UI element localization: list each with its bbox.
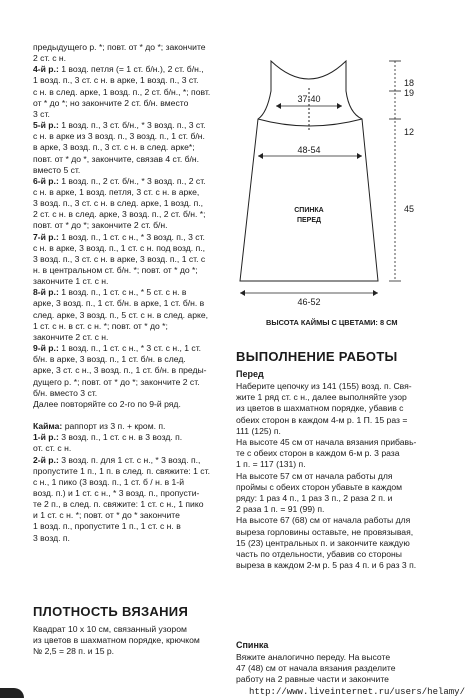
text-line: из цветов в шахматном порядке, крючком	[33, 635, 200, 646]
text-line	[33, 332, 108, 342]
text-segment: 2 ст. с н.	[33, 53, 67, 64]
text-line: На высоте 57 см от начала работы для	[236, 470, 393, 481]
row-label: 8-й р.:	[33, 287, 59, 298]
text-segment: след. арке, 3 возд. п., 5 ст. с н. в след. арке,	[33, 309, 208, 320]
text-line	[33, 377, 200, 387]
label-front: ПЕРЕД	[296, 217, 322, 224]
text-segment: арке, 3 ст. с н., 3 возд. п., 1 ст. б/н. в преды-	[33, 365, 207, 376]
text-line	[33, 131, 205, 141]
text-line	[33, 64, 204, 74]
dim-waist: 48-54	[297, 145, 321, 155]
text-line	[33, 87, 210, 97]
dim-top-width: 37-40	[297, 94, 321, 104]
text-line	[33, 75, 199, 85]
text-line	[33, 287, 186, 297]
text-line: проймы с обеих сторон убавьте в каждом	[236, 481, 403, 492]
text-segment: закончите 2 ст. с н.	[33, 331, 109, 342]
text-line	[33, 455, 200, 465]
row-label: Кайма:	[33, 421, 63, 432]
text-segment: 3 возд. п., 1 ст. с н. в 3 возд. п.	[58, 432, 183, 443]
text-line	[33, 120, 206, 130]
text-segment: 1 возд. п., 1 ст. с н., * 3 ст. с н., 1 ст.	[58, 343, 202, 354]
text-line: те с обеих сторон в каждом 6-м р. 3 раза	[236, 448, 400, 459]
dim-body: 45	[404, 204, 415, 214]
text-segment: 1 возд. п., 3 ст. с н. в арке, 1 возд. п., 3 ст.	[33, 75, 199, 86]
text-segment: 1 возд. п., 2 ст. б/н., * 3 возд. п., 2 ст.	[58, 175, 206, 186]
text-segment: 3 возд. п. для 1 ст. с н., * 3 возд. п.,	[58, 454, 201, 465]
footer-bar	[0, 684, 473, 698]
text-segment: с н., 1 пико (3 возд. п., 1 ст. б / н. в 1-й	[33, 476, 184, 487]
text-segment: предыдущего р. *; повт. от * до *; закончите	[33, 42, 206, 52]
text-segment: 1 возд. петля (= 1 ст. б/н.), 2 ст. б/н.,	[58, 64, 204, 75]
text-segment: 1 возд. п., 3 ст. б/н., * 3 возд. п., 3 ст.	[58, 120, 206, 131]
text-line: Наберите цепочку из 141 (155) возд. п. Свя-	[236, 381, 412, 391]
text-segment: закончите 1 ст. с н.	[33, 276, 109, 287]
text-line	[33, 432, 182, 442]
heading-work: ВЫПОЛНЕНИЕ РАБОТЫ	[236, 349, 398, 364]
text-line	[33, 209, 206, 219]
text-line	[33, 298, 204, 308]
text-line	[33, 310, 208, 320]
text-segment: с н. в арке, 1 возд. петля, 3 ст. с н. в арке,	[33, 186, 200, 197]
text-line	[33, 399, 181, 409]
text-line	[33, 198, 203, 208]
dim-yoke: 12	[404, 127, 415, 137]
text-line	[33, 488, 199, 498]
text-line: 15 (23) центральных п. и закончите каждую	[236, 537, 410, 548]
text-segment: 3 возд. п.	[33, 532, 70, 543]
text-line	[33, 321, 168, 331]
text-line: 47 (48) см от начала вязания разделите	[236, 663, 396, 674]
page-corner-mark	[0, 688, 24, 698]
text-segment: 3 возд. п., 3 ст. с н. в арке, 3 возд. п., 1 ст. с	[33, 253, 206, 264]
text-segment: возд. п.) и 1 ст. с н., * 3 возд. п., пропусти-	[33, 488, 200, 498]
text-line	[33, 477, 184, 487]
text-segment: вместо 5 ст.	[33, 164, 81, 175]
text-line	[33, 510, 180, 520]
subheading-front: Перед	[236, 369, 264, 379]
text-line: жите 1 ряд ст. с н., далее выполняйте узор	[236, 392, 407, 403]
text-line	[33, 254, 205, 264]
text-line: 111 (125) п.	[236, 425, 281, 436]
text-segment: и 1 ст. с н. *; повт. от * до * закончите	[33, 510, 180, 521]
text-line	[33, 466, 210, 476]
text-segment: 3 ст.	[33, 108, 50, 119]
text-line	[33, 365, 207, 375]
text-line	[33, 276, 108, 286]
text-line	[33, 176, 206, 186]
text-line	[33, 165, 80, 175]
text-segment: повт. от * до *, закончите, связав 4 ст. б/н.	[33, 153, 200, 164]
text-line: 2 раза 1 п. = 91 (99) п.	[236, 504, 325, 515]
text-line: часть по отдельности, убавив со стороны	[236, 549, 402, 559]
text-line	[33, 354, 186, 364]
text-segment: 3 возд. п., 3 ст. с н. в след. арке, 1 возд. п.,	[33, 198, 204, 209]
text-line	[33, 220, 168, 230]
text-line	[33, 265, 198, 275]
heading-gauge: ПЛОТНОСТЬ ВЯЗАНИЯ	[33, 604, 189, 619]
dress-pattern-diagram	[236, 55, 446, 333]
text-line	[33, 499, 204, 509]
text-line	[33, 187, 199, 197]
dim-bottom: 46-52	[297, 297, 321, 307]
text-line	[33, 142, 195, 152]
text-line: выреза в каждом 2-м р. 5 раз 4 п. и 6 раз 3 п.	[236, 560, 417, 571]
text-segment: от * до *; но закончите 2 ст. б/н. вместо	[33, 97, 189, 108]
text-line	[33, 521, 181, 531]
text-line: Квадрат 10 х 10 см, связанный узором	[33, 624, 187, 634]
text-line: обеих сторон в каждом 4-м р. 1 П. 15 раз =	[236, 414, 408, 425]
label-back: СПИНКА	[294, 207, 324, 214]
row-label: 4-й р.:	[33, 64, 59, 75]
diagram-caption: ВЫСОТА КАЙМЫ С ЦВЕТАМИ: 8 СМ	[266, 318, 398, 327]
text-segment: раппорт из 3 п. + кром. п.	[62, 421, 166, 432]
dim-strap-2: 19	[404, 88, 415, 98]
text-line	[33, 343, 201, 353]
text-line	[33, 53, 66, 63]
text-segment: с н. в арке из 3 возд. п., 3 возд. п., 1 ст. б/н.	[33, 131, 205, 142]
text-segment: б/н. в арке, 3 возд. п., 1 ст. б/н. в след.	[33, 354, 186, 365]
text-segment: дущего р. *; повт. от * до *; закончите 2 ст.	[33, 376, 200, 387]
text-line: 1 п. = 117 (131) п.	[236, 459, 306, 470]
text-segment: Далее повторяйте со 2-го по 9-й ряд.	[33, 398, 181, 409]
row-label: 7-й р.:	[33, 231, 59, 242]
text-line	[33, 98, 188, 108]
row-label: 2-й р.:	[33, 454, 59, 465]
text-segment: в арке, 3 возд. п., 3 ст. с н. в след. арке*;	[33, 142, 195, 153]
text-segment: от. ст. с н.	[33, 443, 72, 454]
subheading-back: Спинка	[236, 640, 269, 650]
text-segment: с н. в арке, 3 возд. п., 1 ст. с н. под возд. п.,	[33, 242, 205, 253]
text-segment: 1 возд. п., 1 ст. с н., * 5 ст. с н. в	[58, 287, 187, 298]
row-label: 5-й р.:	[33, 120, 59, 131]
source-url: http://www.liveinternet.ru/users/helamy/	[248, 687, 465, 697]
text-line	[33, 421, 165, 431]
text-line	[33, 42, 206, 52]
text-segment: б/н. вместо 3 ст.	[33, 387, 98, 398]
text-segment: н. в центральном ст. б/н. *; повт. от * до *;	[33, 265, 198, 275]
text-line	[33, 443, 71, 453]
text-line: работу на 2 равные части и закончите	[236, 674, 389, 685]
text-line	[33, 232, 205, 242]
text-segment: пропустите 1 п., 1 п. в след. п. свяжите: 1 ст.	[33, 465, 210, 476]
text-segment: 1 ст. с н. в ст. с н. *; повт. от * до *;	[33, 320, 168, 331]
text-line: На высоте 45 см от начала вязания прибавь-	[236, 437, 417, 447]
text-line	[33, 109, 50, 119]
text-segment: 1 возд. п., пропустите 1 п., 1 ст. с н. в	[33, 521, 181, 532]
text-segment: те 2 п., в след. п. свяжите: 1 ст. с н., 1 пико	[33, 499, 204, 510]
text-line: из цветов в шахматном порядке, убавив с	[236, 403, 404, 414]
text-segment: с н. в след. арке, 1 возд. п., 2 ст. б/н., *; повт.	[33, 86, 211, 97]
text-line	[33, 154, 199, 164]
text-line: № 2,5 = 28 п. и 15 р.	[33, 646, 115, 657]
dim-strap-1: 18	[404, 78, 415, 88]
text-line	[33, 388, 97, 398]
text-segment: повт. от * до *; закончите 2 ст. б/н.	[33, 220, 168, 231]
text-line	[33, 243, 205, 253]
text-line: На высоте 67 (68) см от начала работы для	[236, 515, 411, 526]
text-segment: 1 возд. п., 1 ст. с н., * 3 возд. п., 3 ст.	[58, 231, 205, 242]
text-line: выреза горловины оставьте, не провязывая,	[236, 526, 414, 537]
row-label: 9-й р.:	[33, 343, 59, 354]
text-segment: 2 ст. с н. в след. арке, 3 возд. п., 2 ст. б/н. *;	[33, 209, 206, 220]
text-line	[33, 533, 70, 543]
row-label: 6-й р.:	[33, 175, 59, 186]
text-line: Вяжите аналогично переду. На высоте	[236, 652, 391, 662]
text-segment: арке, 3 возд. п., 1 ст. б/н. в арке, 1 ст. б/н. в	[33, 298, 205, 309]
text-line: ряду: 1 раз 4 п., 1 раз 3 п., 2 раза 2 п. и	[236, 493, 393, 503]
row-label: 1-й р.:	[33, 432, 59, 443]
